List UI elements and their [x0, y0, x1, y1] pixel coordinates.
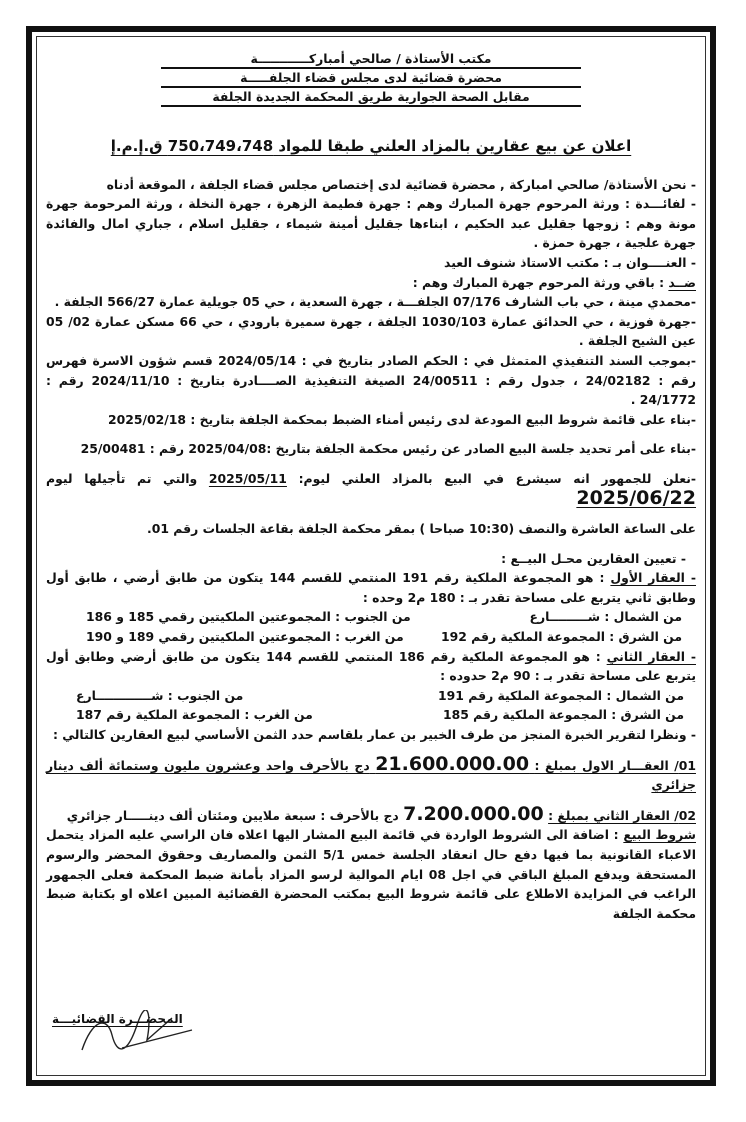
beneficiary-paragraph: - لفائـــدة : ورثة المرحوم جهرة المبارك وهم : جهرة فطيمة الزهرة ، جهرة النخلة ، ورثة المرحومة جهرة مونة وهم : زوجها جقليل عبد الحكيم ، ابناءها جقليل أمينة شيماء ، جقليل اسلام ، جباري امال والفائدة جهرة علجية ، جهرة حمزة . [46, 196, 696, 251]
p1-west: من الغرب : المجموعتين الملكيتين رقمي 189 و 190 [86, 629, 404, 645]
header-line-3: مقابل الصحة الجوارية طريق المحكمة الجديدة الجلفة [161, 88, 581, 107]
document-body [46, 50, 696, 1070]
property-2 [46, 647, 696, 686]
property-2-text: : هو المجموعة الملكية رقم 186 المنتمي للقسم 144 يتكون من طابق أرضي وطابق أول يتربع على مساحة تقدر بـ : 90 م2 حدوده : [46, 648, 696, 684]
p1-east: من الشرق : المجموعة الملكية رقم 192 [440, 629, 682, 645]
announcement [46, 469, 696, 509]
page-frame [26, 26, 716, 1086]
p1-south: من الجنوب : المجموعتين الملكيتين رقمي 185 و 186 [86, 609, 411, 625]
price-1-words: دج بالأحرف واحد وعشرون مليون وستمائة ألف دينار جزائري [46, 757, 696, 793]
announce-mid: والتي تم تأجيلها ليوم [46, 470, 198, 486]
header-line-2: محضرة قضائية لدى مجلس قضاء الجلفـــــة [161, 69, 581, 88]
announce-time: على الساعة العاشرة والنصف (10:30 صباحا ) بمقر محكمة الجلفة بقاعة الجلسات رقم 01. [147, 521, 696, 537]
p2-east: من الشرق : المجموعة الملكية رقم 185 [442, 707, 684, 723]
announce-pre: -نعلن للجمهور انه سيشرع في البيع بالمزاد العلني ليوم: [298, 470, 696, 486]
document-title: اعلان عن بيع عقارين بالمزاد العلني طبقا للمواد 750،749،748 ق.إ.م.إ [110, 137, 632, 155]
signature-block [52, 1010, 202, 1058]
price-2 [46, 802, 696, 826]
sale-terms-text: : اضافة الى الشروط الواردة في قائمة البيع المشار اليها اعلاه فان الراسي عليه المزاد يتحمل الاعباء القانونية بما فيها دفع حال انعقاد الجلسة خمس 5/1 الثمن والمصاريف وحقوق المحضر والرسوم المستحقة ويدفع المبلغ الباقي في اجل 08 ايام الموالية لرسو المزاد بأمانة ضبط المحكمة فعلى الجمهور الراغب في المزايدة الاطلاع على قائمة شروط البيع بمكتب المحضرة القضائية المبين اعلاه او بكتابة ضبط محكمة الجلفة [46, 827, 696, 921]
sale-order: -بناء على أمر تحديد جلسة البيع الصادر عن رئيس محكمة الجلفة بتاريخ :2025/04/08 رقم : 25/00481 [80, 441, 696, 457]
property-2-boundaries-b [46, 705, 696, 725]
price-1-amount: 21.600.000.00 [375, 752, 530, 775]
property-1-boundaries-b [46, 627, 696, 647]
p2-north: من الشمال : المجموعة الملكية رقم 191 [438, 687, 684, 703]
party-1: -محمدي مينة ، حي باب الشارف 07/176 الجلفـــة ، جهرة السعدية ، حي 05 جويلية عمارة 566/27 الجلفة . [54, 294, 696, 310]
expertise-line: - ونظرا لتقرير الخبرة المنجز من طرف الخبير بن عمار بلقاسم حدد الثمن الأساسي لبيع العقارين كالتالي : [52, 727, 696, 743]
price-1 [46, 752, 696, 795]
intro-paragraph: - نحن الأستاذة/ صالحي امباركة , محضرة قضائية لدى إختصاص مجلس قضاء الجلفة ، الموقعة أدناه [106, 176, 696, 192]
sale-terms-label: شروط البيع [623, 827, 696, 843]
p1-north: من الشمال : شـــــــــارع [529, 609, 682, 625]
against-line [46, 273, 696, 293]
price-2-words: دج بالأحرف : سبعة ملايين ومئتان ألف دينـــــار جزائري [66, 807, 399, 823]
announce-date-2: 2025/06/22 [576, 486, 696, 509]
party-2: -جهرة فوزية ، حي الحدائق عمارة 1030/103 الجلفة ، جهرة سميرة بارودي ، حي 66 مسكن عمارة 02/ 05 عين الشيح الجلفة . [46, 313, 696, 349]
price-2-label: 02/ العقار الثاني بمبلغ : [548, 807, 696, 823]
property-1-text: : هو المجموعة الملكية رقم 191 المنتمي للقسم 144 يتكون من طابق أرضي ، طابق أول وطابق ثاني يتربع على مساحة تقدر بـ : 180 م2 وحده : [46, 570, 696, 605]
property-1-label: - العقار الأول [610, 570, 696, 586]
address-line: - العنــــوان بـ : مكتب الاستاذ شنوف العيد [444, 254, 696, 270]
property-1-boundaries-a [46, 607, 696, 627]
office-header [161, 50, 581, 107]
header-line-1: مكتب الأستاذة / صالحي أمباركــــــــــــة [161, 50, 581, 69]
against-label: ضــد [668, 274, 696, 290]
property-2-boundaries-a [46, 686, 696, 706]
announce-date-1: 2025/05/11 [208, 470, 287, 486]
against-text: : باقي ورثة المرحوم جهرة المبارك وهم : [412, 274, 665, 290]
price-2-amount: 7.200.000.00 [403, 802, 544, 825]
p2-south: من الجنوب : شـــــــــــــارع [76, 687, 244, 703]
title-deed: -بموجب السند التنفيذي المتمثل في : الحكم الصادر بتاريخ في : 2024/05/14 قسم شؤون الاسرة فهرس رقم : 24/02182 ، جدول رقم : 24/00511 الصيغة التنفيذية الصــــادرة بتاريخ : 2024/11/10 رقم : 24/1772 . [46, 352, 697, 408]
conditions-list: -بناء على قائمة شروط البيع المودعة لدى رئيس أمناء الضبط بمحكمة الجلفة بتاريخ : 2025/02/18 [107, 411, 696, 427]
property-2-label: - العقار الثاني [606, 648, 696, 664]
signature-label: المحضـــرة القضائيـــة [52, 1012, 183, 1026]
sale-terms [46, 825, 696, 923]
property-1 [46, 568, 696, 607]
price-1-label: 01/ العقـــار الاول بمبلغ : [534, 757, 696, 773]
designation-heading: - تعيين العقارين محـل البيــع : [501, 550, 686, 566]
p2-west: من الغرب : المجموعة الملكية رقم 187 [76, 707, 313, 723]
